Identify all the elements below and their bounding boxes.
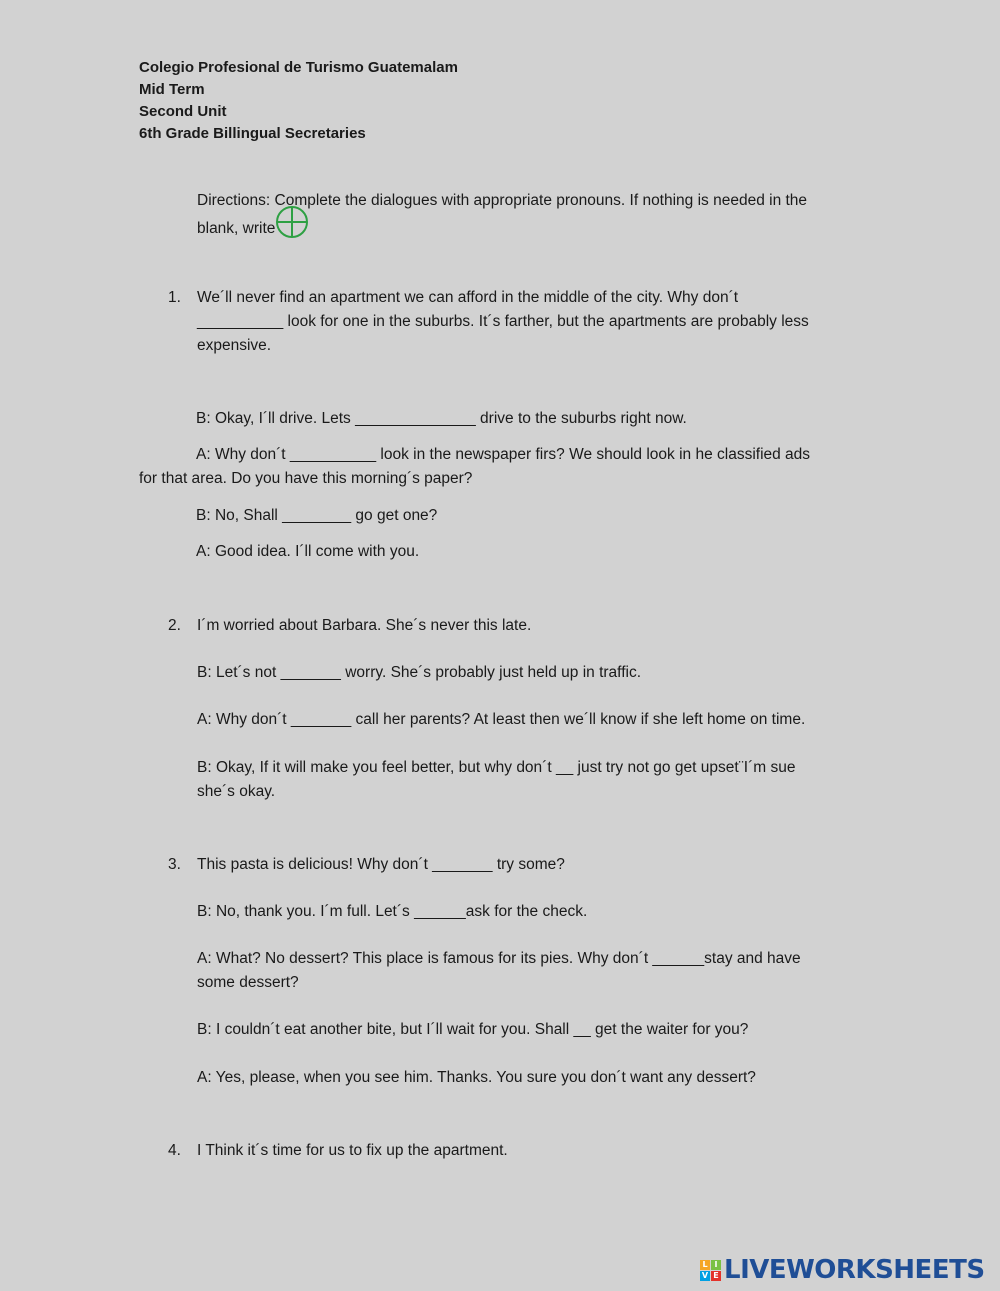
q3-b2: B: I couldn´t eat another bite, but I´ll wait for you. Shall __ get the waiter for you? <box>197 1021 749 1038</box>
q2-b1: B: Let´s not _______ worry. She´s probably just held up in traffic. <box>197 664 642 681</box>
logo-letter-e: E <box>711 1271 721 1281</box>
liveworksheets-logo[interactable] <box>700 1254 985 1286</box>
q1-b2: B: No, Shall ________ go get one? <box>196 507 438 524</box>
q2-b2-line1: B: Okay, If it will make you feel better, but why don´t __ just try not go get upset¨I´m sue <box>197 759 796 776</box>
q1-a1-line1: A: Why don´t __________ look in the newspaper firs? We should look in he classified ads <box>196 446 811 463</box>
q2-b2-line2: she´s okay. <box>197 783 276 800</box>
q1-line1: We´ll never find an apartment we can afford in the middle of the city. Why don´t <box>197 289 739 306</box>
q1-a1-line2: for that area. Do you have this morning´s paper? <box>139 470 473 487</box>
q1-line2: __________ look for one in the suburbs. It´s farther, but the apartments are probably less <box>197 313 809 330</box>
q4-number: 4. <box>168 1142 181 1159</box>
empty-set-symbol-icon <box>279 211 311 243</box>
q3-b1: B: No, thank you. I´m full. Let´s ______ask for the check. <box>197 903 588 920</box>
q2-number: 2. <box>168 617 181 634</box>
logo-text: LIVEWORKSHEETS <box>724 1255 985 1285</box>
directions-line2 <box>197 213 311 245</box>
q4-line1: I Think it´s time for us to fix up the apartment. <box>197 1142 508 1159</box>
q3-number: 3. <box>168 856 181 873</box>
logo-letter-l: L <box>700 1260 710 1270</box>
q3-a2: A: Yes, please, when you see him. Thanks. You sure you don´t want any dessert? <box>197 1069 756 1086</box>
directions-line1: Directions: Complete the dialogues with appropriate pronouns. If nothing is needed in the <box>197 192 808 209</box>
q3-line1: This pasta is delicious! Why don´t _______ try some? <box>197 856 565 873</box>
header-unit: Second Unit <box>139 103 227 120</box>
header-school: Colegio Profesional de Turismo Guatemalam <box>139 59 458 76</box>
logo-letter-i: I <box>711 1260 721 1270</box>
q2-line1: I´m worried about Barbara. She´s never this late. <box>197 617 532 634</box>
directions-line2-text: blank, write <box>197 220 276 238</box>
q2-a1: A: Why don´t _______ call her parents? At least then we´ll know if she left home on time. <box>197 711 806 728</box>
q1-b1: B: Okay, I´ll drive. Lets ______________ drive to the suburbs right now. <box>196 410 687 427</box>
q3-a1-line1: A: What? No dessert? This place is famous for its pies. Why don´t ______stay and have <box>197 950 801 967</box>
q1-line3: expensive. <box>197 337 272 354</box>
logo-mark-icon <box>700 1260 721 1281</box>
header-grade: 6th Grade Billingual Secretaries <box>139 125 366 142</box>
header-exam: Mid Term <box>139 81 205 98</box>
q1-a2: A: Good idea. I´ll come with you. <box>196 543 420 560</box>
logo-letter-v: V <box>701 1270 709 1280</box>
q1-number: 1. <box>168 289 181 306</box>
q3-a1-line2: some dessert? <box>197 974 299 991</box>
